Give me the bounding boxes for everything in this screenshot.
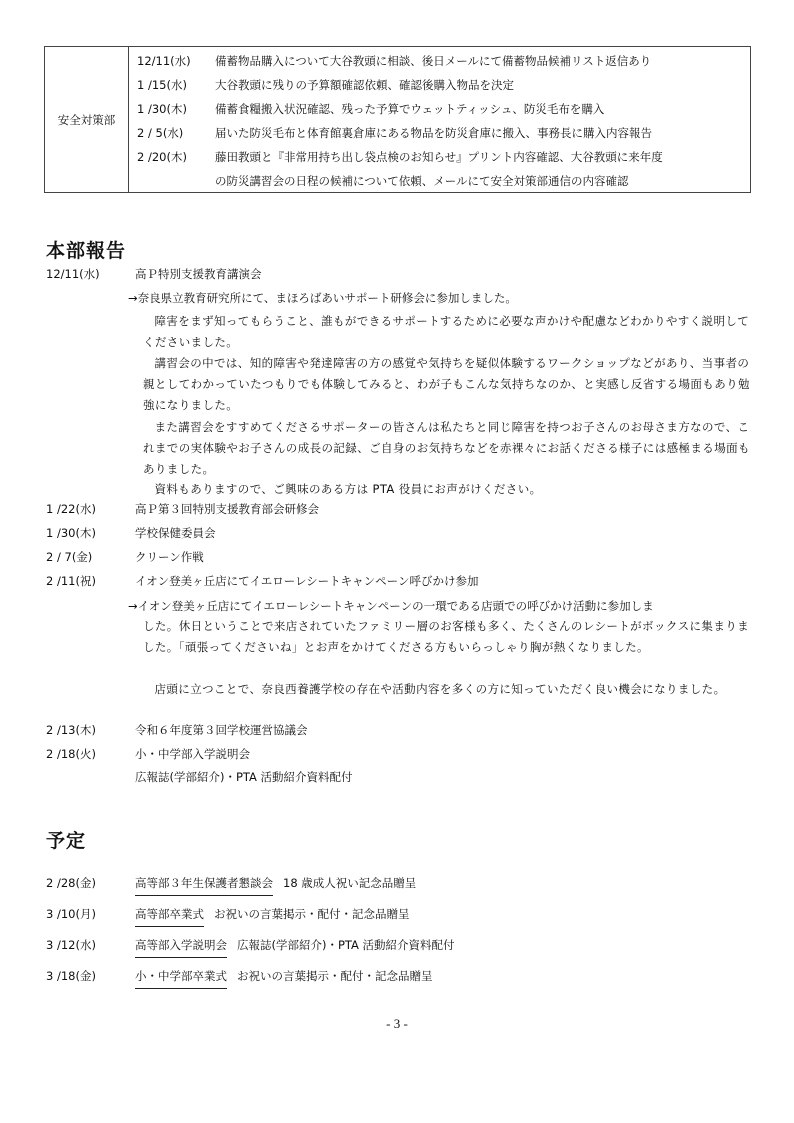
safety-row-text: の防災講習会の日程の候補について依頼、メールにて安全対策部通信の内容確認 xyxy=(215,174,629,188)
safety-dept-label: 安全対策部 xyxy=(45,47,129,192)
safety-row xyxy=(137,97,604,121)
report-heading: 本部報告 xyxy=(46,240,127,262)
schedule-item xyxy=(46,875,416,896)
report-paragraph: 講習会の中では、知的障害や発達障害の方の感覚や気持ちを疑似体験するワークショップなどがあり、当事者の親としてわかっていたつもりでも体験してみると、わが子もこんな気持ちなのか、と実感し反省する場面もあり勉強になりました。 xyxy=(143,356,750,412)
schedule-heading: 予定 xyxy=(46,830,87,852)
event-name: クリーン作戦 xyxy=(135,550,204,564)
safety-row xyxy=(137,73,514,97)
schedule-date: 3 /10(月) xyxy=(46,907,96,921)
report-paragraph: 障害をまず知ってもらうこと、誰もができるサポートするために必要な声かけや配慮などわかりやすく説明してくださいました。 xyxy=(143,314,750,349)
safety-row-date: 2 /20(木) xyxy=(137,150,187,164)
schedule-date: 3 /12(水) xyxy=(46,938,96,952)
event-name: 令和６年度第３回学校運営協議会 xyxy=(135,723,308,737)
schedule-date: 3 /18(金) xyxy=(46,969,96,983)
schedule-event-name: 高等部３年生保護者懇談会 xyxy=(135,875,273,896)
report-paragraph: した。休日ということで来店されていたファミリー層のお客様も多く、たくさんのレシートがボックスに集まりました。「頑張ってくださいね」とお声をかけてくださる方もいらっしゃり胸が熱くなりました。 xyxy=(143,619,750,654)
safety-row-date: 1 /30(木) xyxy=(137,102,187,116)
page-number: - 3 - xyxy=(386,1016,408,1031)
schedule-event-name: 高等部入学説明会 xyxy=(135,937,227,958)
safety-row-text: 備蓄食糧搬入状況確認、残った予算でウェットティッシュ、防災毛布を購入 xyxy=(215,102,605,116)
report-paragraph: 店頭に立つことで、奈良西養護学校の存在や活動内容を多くの方に知っていただく良い機会になりました。 xyxy=(154,682,726,696)
safety-row-date: 1 /15(水) xyxy=(137,78,187,92)
event-name: 小・中学部入学説明会 xyxy=(135,747,250,761)
report-paragraph: また講習会をすすめてくださるサポーターの皆さんは私たちと同じ障害を持つお子さんのお母さま方なので、これまでの実体験やお子さんの成長の記録、ご自身のお気持ちなどを赤裸々にお話くださる様子には感極まる場面もありました。 xyxy=(143,420,750,476)
event-date: 2 /18(火) xyxy=(46,747,96,761)
safety-row-text: 藤田教頭と『非常用持ち出し袋点検のお知らせ』プリント内容確認、大谷教頭に来年度 xyxy=(215,150,663,164)
event-date: 2 /13(木) xyxy=(46,723,96,737)
schedule-item xyxy=(46,968,433,989)
event-name: 高Ｐ第３回特別支援教育部会研修会 xyxy=(135,502,319,516)
safety-dept-table xyxy=(44,46,751,193)
schedule-item xyxy=(46,906,410,927)
safety-row xyxy=(137,49,651,73)
report-paragraph: 資料もありますので、ご興味のある方は PTA 役員にお声がけください。 xyxy=(154,482,542,496)
schedule-item xyxy=(46,937,455,958)
schedule-event-name: 小・中学部卒業式 xyxy=(135,968,227,989)
safety-row-text: 備蓄物品購入について大谷教頭に相談、後日メールにて備蓄物品候補リスト返信あり xyxy=(215,54,652,68)
event-date: 1 /30(木) xyxy=(46,526,96,540)
safety-row-date: 12/11(水) xyxy=(137,54,191,68)
safety-row xyxy=(137,145,663,169)
schedule-date: 2 /28(金) xyxy=(46,876,96,890)
event-name: 学校保健委員会 xyxy=(135,526,216,540)
schedule-event-name: 高等部卒業式 xyxy=(135,906,204,927)
schedule-detail: お祝いの言葉掲示・配付・記念品贈呈 xyxy=(237,969,433,983)
schedule-detail: 広報誌(学部紹介)・PTA 活動紹介資料配付 xyxy=(237,938,455,952)
event-date: 1 /22(水) xyxy=(46,502,96,516)
event-name: イオン登美ヶ丘店にてイエローレシートキャンペーン呼びかけ参加 xyxy=(135,574,479,588)
schedule-detail: 18 歳成人祝い記念品贈呈 xyxy=(283,876,417,890)
safety-row-text: 届いた防災毛布と体育館裏倉庫にある物品を防災倉庫に搬入、事務長に購入内容報告 xyxy=(215,126,652,140)
event-name: 高Ｐ特別支援教育講演会 xyxy=(135,267,262,281)
event-date: 12/11(水) xyxy=(46,267,100,281)
safety-row-text: 大谷教頭に残りの予算額確認依頼、確認後購入物品を決定 xyxy=(215,78,514,92)
safety-row xyxy=(137,169,629,193)
safety-row-date: 2 / 5(水) xyxy=(137,126,184,140)
schedule-detail: お祝いの言葉掲示・配付・記念品贈呈 xyxy=(214,907,410,921)
event-subline: 広報誌(学部紹介)・PTA 活動紹介資料配付 xyxy=(135,770,353,784)
event-result: →イオン登美ヶ丘店にてイエローレシートキャンペーンの一環である店頭での呼びかけ活動に参加しま xyxy=(128,599,654,613)
event-result: →奈良県立教育研究所にて、まほろばあいサポート研修会に参加しました。 xyxy=(128,291,517,305)
event-date: 2 /11(祝) xyxy=(46,574,96,588)
event-date: 2 / 7(金) xyxy=(46,550,93,564)
safety-row xyxy=(137,121,652,145)
